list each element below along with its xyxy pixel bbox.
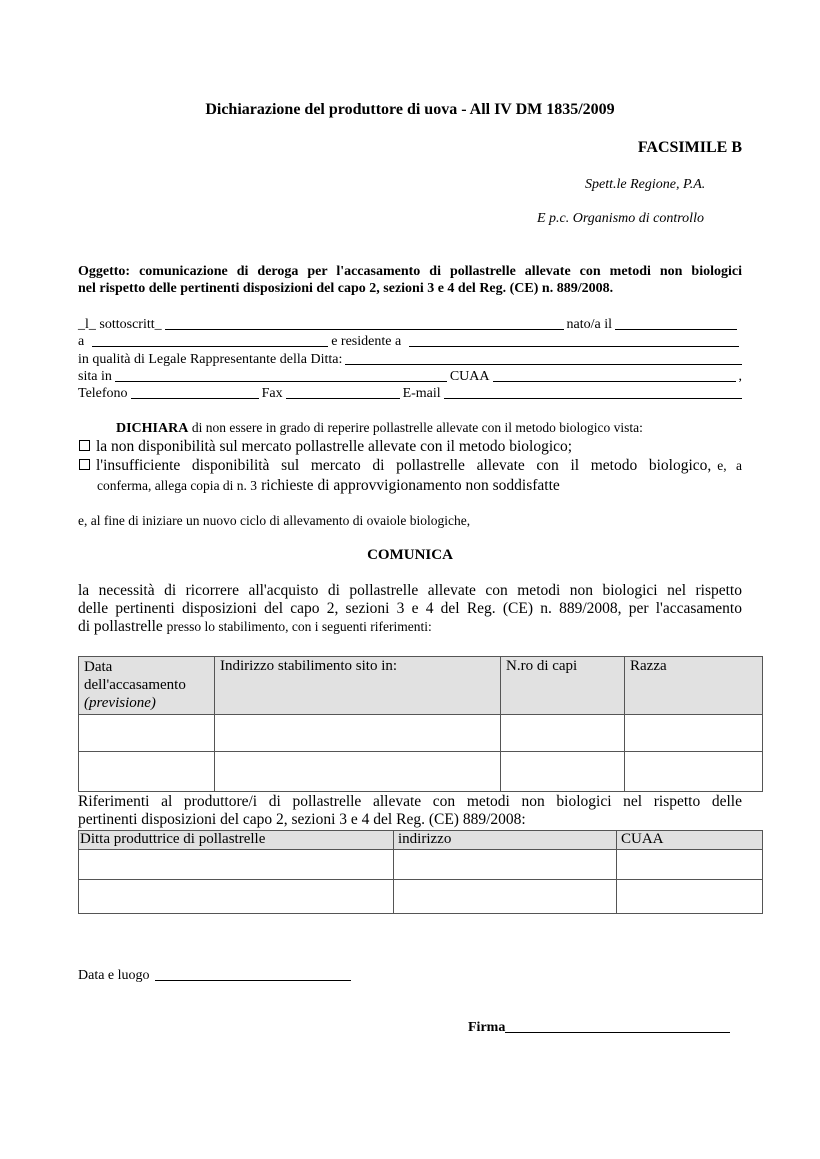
cell-indirizzo[interactable] [394,880,617,914]
communication-line-1: la necessità di ricorrere all'acquisto di pollastrelle allevate con metodi non biologici nel rispetto [78,582,742,599]
label-firma: Firma [468,1020,506,1035]
produttori-table [78,830,763,914]
declaration-intro [116,420,643,437]
cell-numero-capi[interactable] [501,752,625,792]
table-row [79,752,763,792]
field-row-ditta [78,351,742,368]
input-residenza[interactable] [409,345,739,347]
header-cuaa: CUAA [617,831,763,850]
header-numero-capi: N.ro di capi [501,657,625,715]
table-header-row [79,657,763,715]
header-indirizzo: indirizzo [394,831,617,850]
label-cuaa: CUAA [449,369,490,384]
cell-indirizzo-stabilimento[interactable] [215,752,501,792]
cell-cuaa[interactable] [617,850,763,880]
cell-numero-capi[interactable] [501,715,625,752]
cell-data-accasamento[interactable] [79,715,215,752]
label-email: E-mail [402,386,441,401]
label-comma: , [738,369,742,384]
input-luogo-nascita[interactable] [92,345,328,347]
header-razza: Razza [625,657,763,715]
table-row [79,880,763,914]
references-line-1: Riferimenti al produttore/i di pollastrelle allevate con metodi non biologici nel rispetto delle [78,793,742,810]
input-fax[interactable] [286,397,400,399]
communication-line-3-small: presso lo stabilimento, con i seguenti riferimenti: [166,619,432,634]
input-telefono[interactable] [131,397,259,399]
label-sottoscritto: _l_ sottoscritt_ [78,317,162,332]
table-row [79,850,763,880]
cell-indirizzo[interactable] [394,850,617,880]
input-data-luogo[interactable] [155,979,351,981]
recipient-organismo: E p.c. Organismo di controllo [537,211,704,226]
option-2-cont-small: conferma, allega copia di n. 3 [97,478,258,493]
option-2-tail: e, a [717,458,742,473]
purpose-text: e, al fine di iniziare un nuovo ciclo di allevamento di ovaiole biologiche, [78,513,471,528]
comunica-heading: COMUNICA [367,547,453,563]
option-1-text: la non disponibilità sul mercato pollastrelle allevate con il metodo biologico; [96,438,573,455]
label-legale: in qualità di Legale Rappresentante della Ditta: [78,352,343,367]
checkbox-insufficiente[interactable] [79,459,90,470]
table-row [79,715,763,752]
input-email[interactable] [444,397,742,399]
input-cuaa[interactable] [493,380,736,382]
header-data-accasamento [79,657,215,715]
label-a: a [78,334,85,349]
option-insufficiente [79,457,742,475]
references-text [78,793,742,829]
option-2-continuation [97,477,560,495]
dichiara-keyword: DICHIARA [116,421,189,436]
dichiara-text: di non essere in grado di reperire pollastrelle allevate con il metodo biologico vista: [191,420,643,435]
header-indirizzo-stabilimento: Indirizzo stabilimento sito in: [215,657,501,715]
input-nome[interactable] [165,328,564,330]
field-row-sottoscritto [78,316,742,333]
header-ditta-produttrice: Ditta produttrice di pollastrelle [79,831,394,850]
firma-row [468,1019,730,1036]
communication-line-3-big: di pollastrelle [78,618,163,635]
header-accasamento-line: dell'accasamento [84,677,186,693]
header-previsione-line: (previsione) [84,695,156,711]
data-luogo-row [78,967,358,984]
input-firma[interactable] [505,1031,730,1033]
checkbox-non-disponibilita[interactable] [79,440,90,451]
field-row-sita [78,368,742,385]
cell-razza[interactable] [625,715,763,752]
label-sita: sita in [78,369,112,384]
cell-data-accasamento[interactable] [79,752,215,792]
label-data-luogo: Data e luogo [78,968,150,983]
label-nato: nato/a il [566,317,612,332]
document-title: Dichiarazione del produttore di uova - All IV DM 1835/2009 [205,101,615,118]
field-row-luogo [78,333,742,350]
facsimile-label: FACSIMILE B [637,139,742,156]
subject-line-1: Oggetto: comunicazione di deroga per l'accasamento di pollastrelle allevate con metodi non biologici [78,264,742,279]
field-row-contatti [78,385,742,402]
subject-line-2: nel rispetto delle pertinenti disposizioni del capo 2, sezioni 3 e 4 del Reg. (CE) n. 889/2008. [78,281,614,296]
input-data-nascita[interactable] [615,328,737,330]
input-ditta[interactable] [345,363,742,365]
communication-body [78,582,742,636]
communication-line-3 [78,618,742,636]
option-non-disponibilita [79,438,572,456]
label-telefono: Telefono [78,386,128,401]
subject-block [78,263,742,297]
cell-indirizzo-stabilimento[interactable] [215,715,501,752]
table-header-row [79,831,763,850]
communication-line-2: delle pertinenti disposizioni del capo 2, sezioni 3 e 4 del Reg. (CE) n. 889/2008, per l'accasamento [78,600,742,617]
label-residente: e residente a [331,334,402,349]
references-line-2: pertinenti disposizioni del capo 2, sezioni 3 e 4 del Reg. (CE) 889/2008: [78,811,526,828]
input-sede[interactable] [115,380,447,382]
cell-cuaa[interactable] [617,880,763,914]
option-2-cont-big: richieste di approvvigionamento non soddisfatte [261,477,560,494]
cell-ditta-produttrice[interactable] [79,880,394,914]
header-data-line: Data [84,659,113,675]
label-fax: Fax [261,386,283,401]
accasamento-table [78,656,763,792]
cell-razza[interactable] [625,752,763,792]
recipient-regione: Spett.le Regione, P.A. [585,177,706,192]
cell-ditta-produttrice[interactable] [79,850,394,880]
option-2-text: l'insufficiente disponibilità sul mercato di pollastrelle allevate con il metodo biologico, [96,457,712,474]
